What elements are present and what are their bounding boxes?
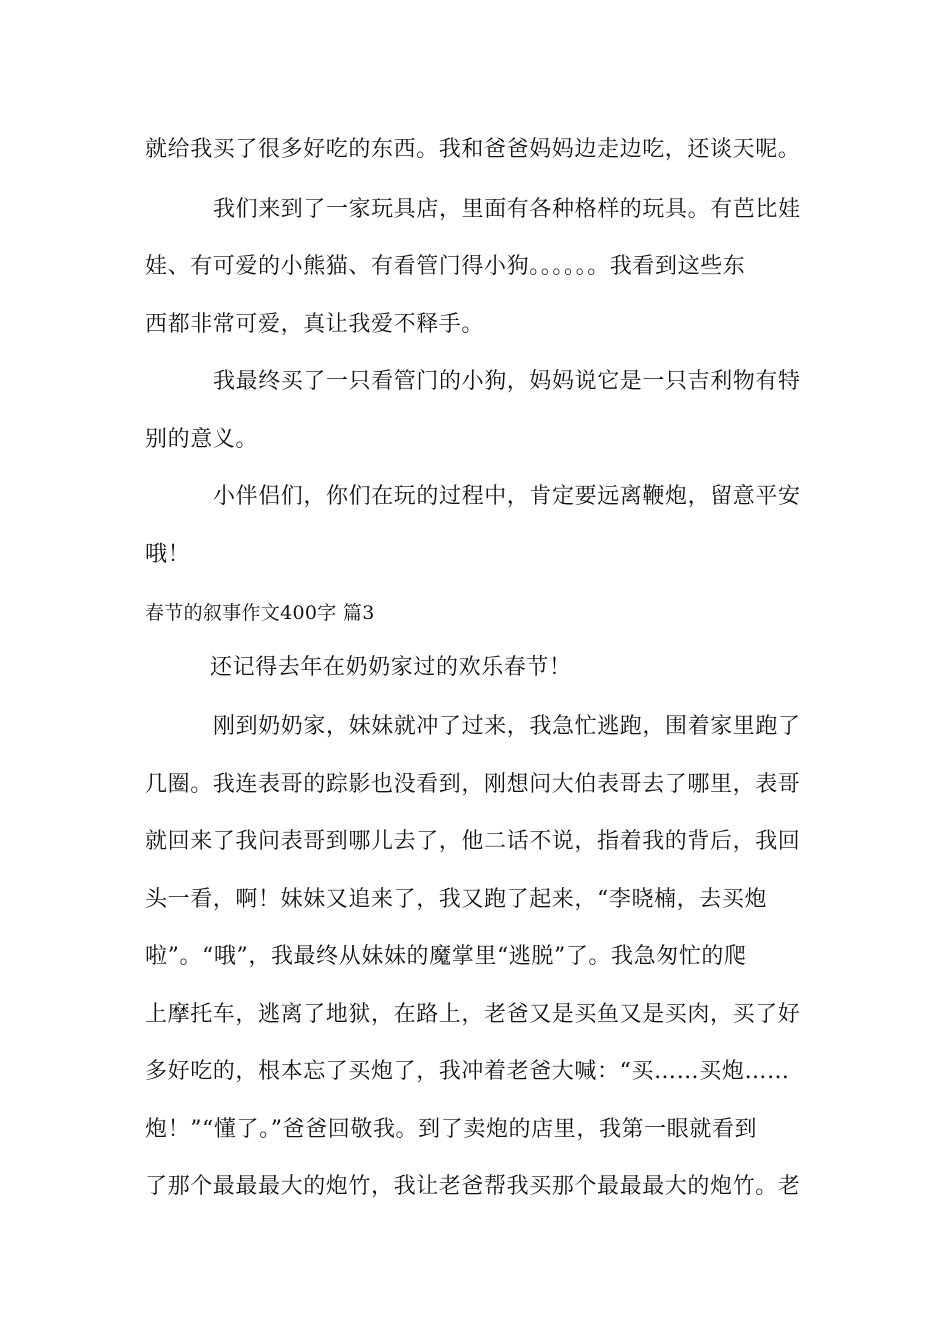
paragraph-line: 刚到奶奶家，妹妹就冲了过来，我急忙逃跑，围着家里跑了 <box>213 714 801 739</box>
paragraph-line: 哦！ <box>145 542 191 567</box>
paragraph-line: 多好吃的，根本忘了买炮了，我冲着老爸大喊：“买……买炮…… <box>145 1059 790 1084</box>
paragraph-line: 啦”。“哦”，我最终从妹妹的魔掌里“逃脱”了。我急匆忙的爬 <box>145 944 747 969</box>
paragraph-line: 就给我买了很多好吃的东西。我和爸爸妈妈边走边吃，还谈天呢。 <box>145 137 801 162</box>
paragraph-line: 小伴侣们，你们在玩的过程中，肯定要远离鞭炮，留意平安 <box>213 484 801 509</box>
paragraph-line: 上摩托车，逃离了地狱，在路上，老爸又是买鱼又是买肉，买了好 <box>145 1002 801 1027</box>
paragraph-line: 几圈。我连表哥的踪影也没看到，刚想问大伯表哥去了哪里，表哥 <box>145 772 801 797</box>
paragraph-line: 炮！”“懂了。”爸爸回敬我。到了卖炮的店里，我第一眼就看到 <box>145 1117 758 1142</box>
paragraph-line: 我们来到了一家玩具店，里面有各种格样的玩具。有芭比娃 <box>213 197 801 222</box>
paragraph-line: 西都非常可爱，真让我爱不释手。 <box>145 312 485 337</box>
paragraph-line: 还记得去年在奶奶家过的欢乐春节！ <box>210 655 572 680</box>
paragraph-line: 我最终买了一只看管门的小狗，妈妈说它是一只吉利物有特 <box>213 369 801 394</box>
paragraph-line: 了那个最最最大的炮竹，我让老爸帮我买那个最最最大的炮竹。老 <box>145 1174 801 1199</box>
paragraph-line: 娃、有可爱的小熊猫、有看管门得小狗。。。。。。我看到这些东 <box>145 254 746 279</box>
paragraph-line: 头一看，啊！妹妹又追来了，我又跑了起来，“李晓楠，去买炮 <box>145 887 768 912</box>
paragraph-line: 别的意义。 <box>145 427 259 452</box>
section-heading: 春节的叙事作文400字 篇3 <box>145 602 375 624</box>
paragraph-line: 就回来了我问表哥到哪儿去了，他二话不说，指着我的背后，我回 <box>145 829 801 854</box>
